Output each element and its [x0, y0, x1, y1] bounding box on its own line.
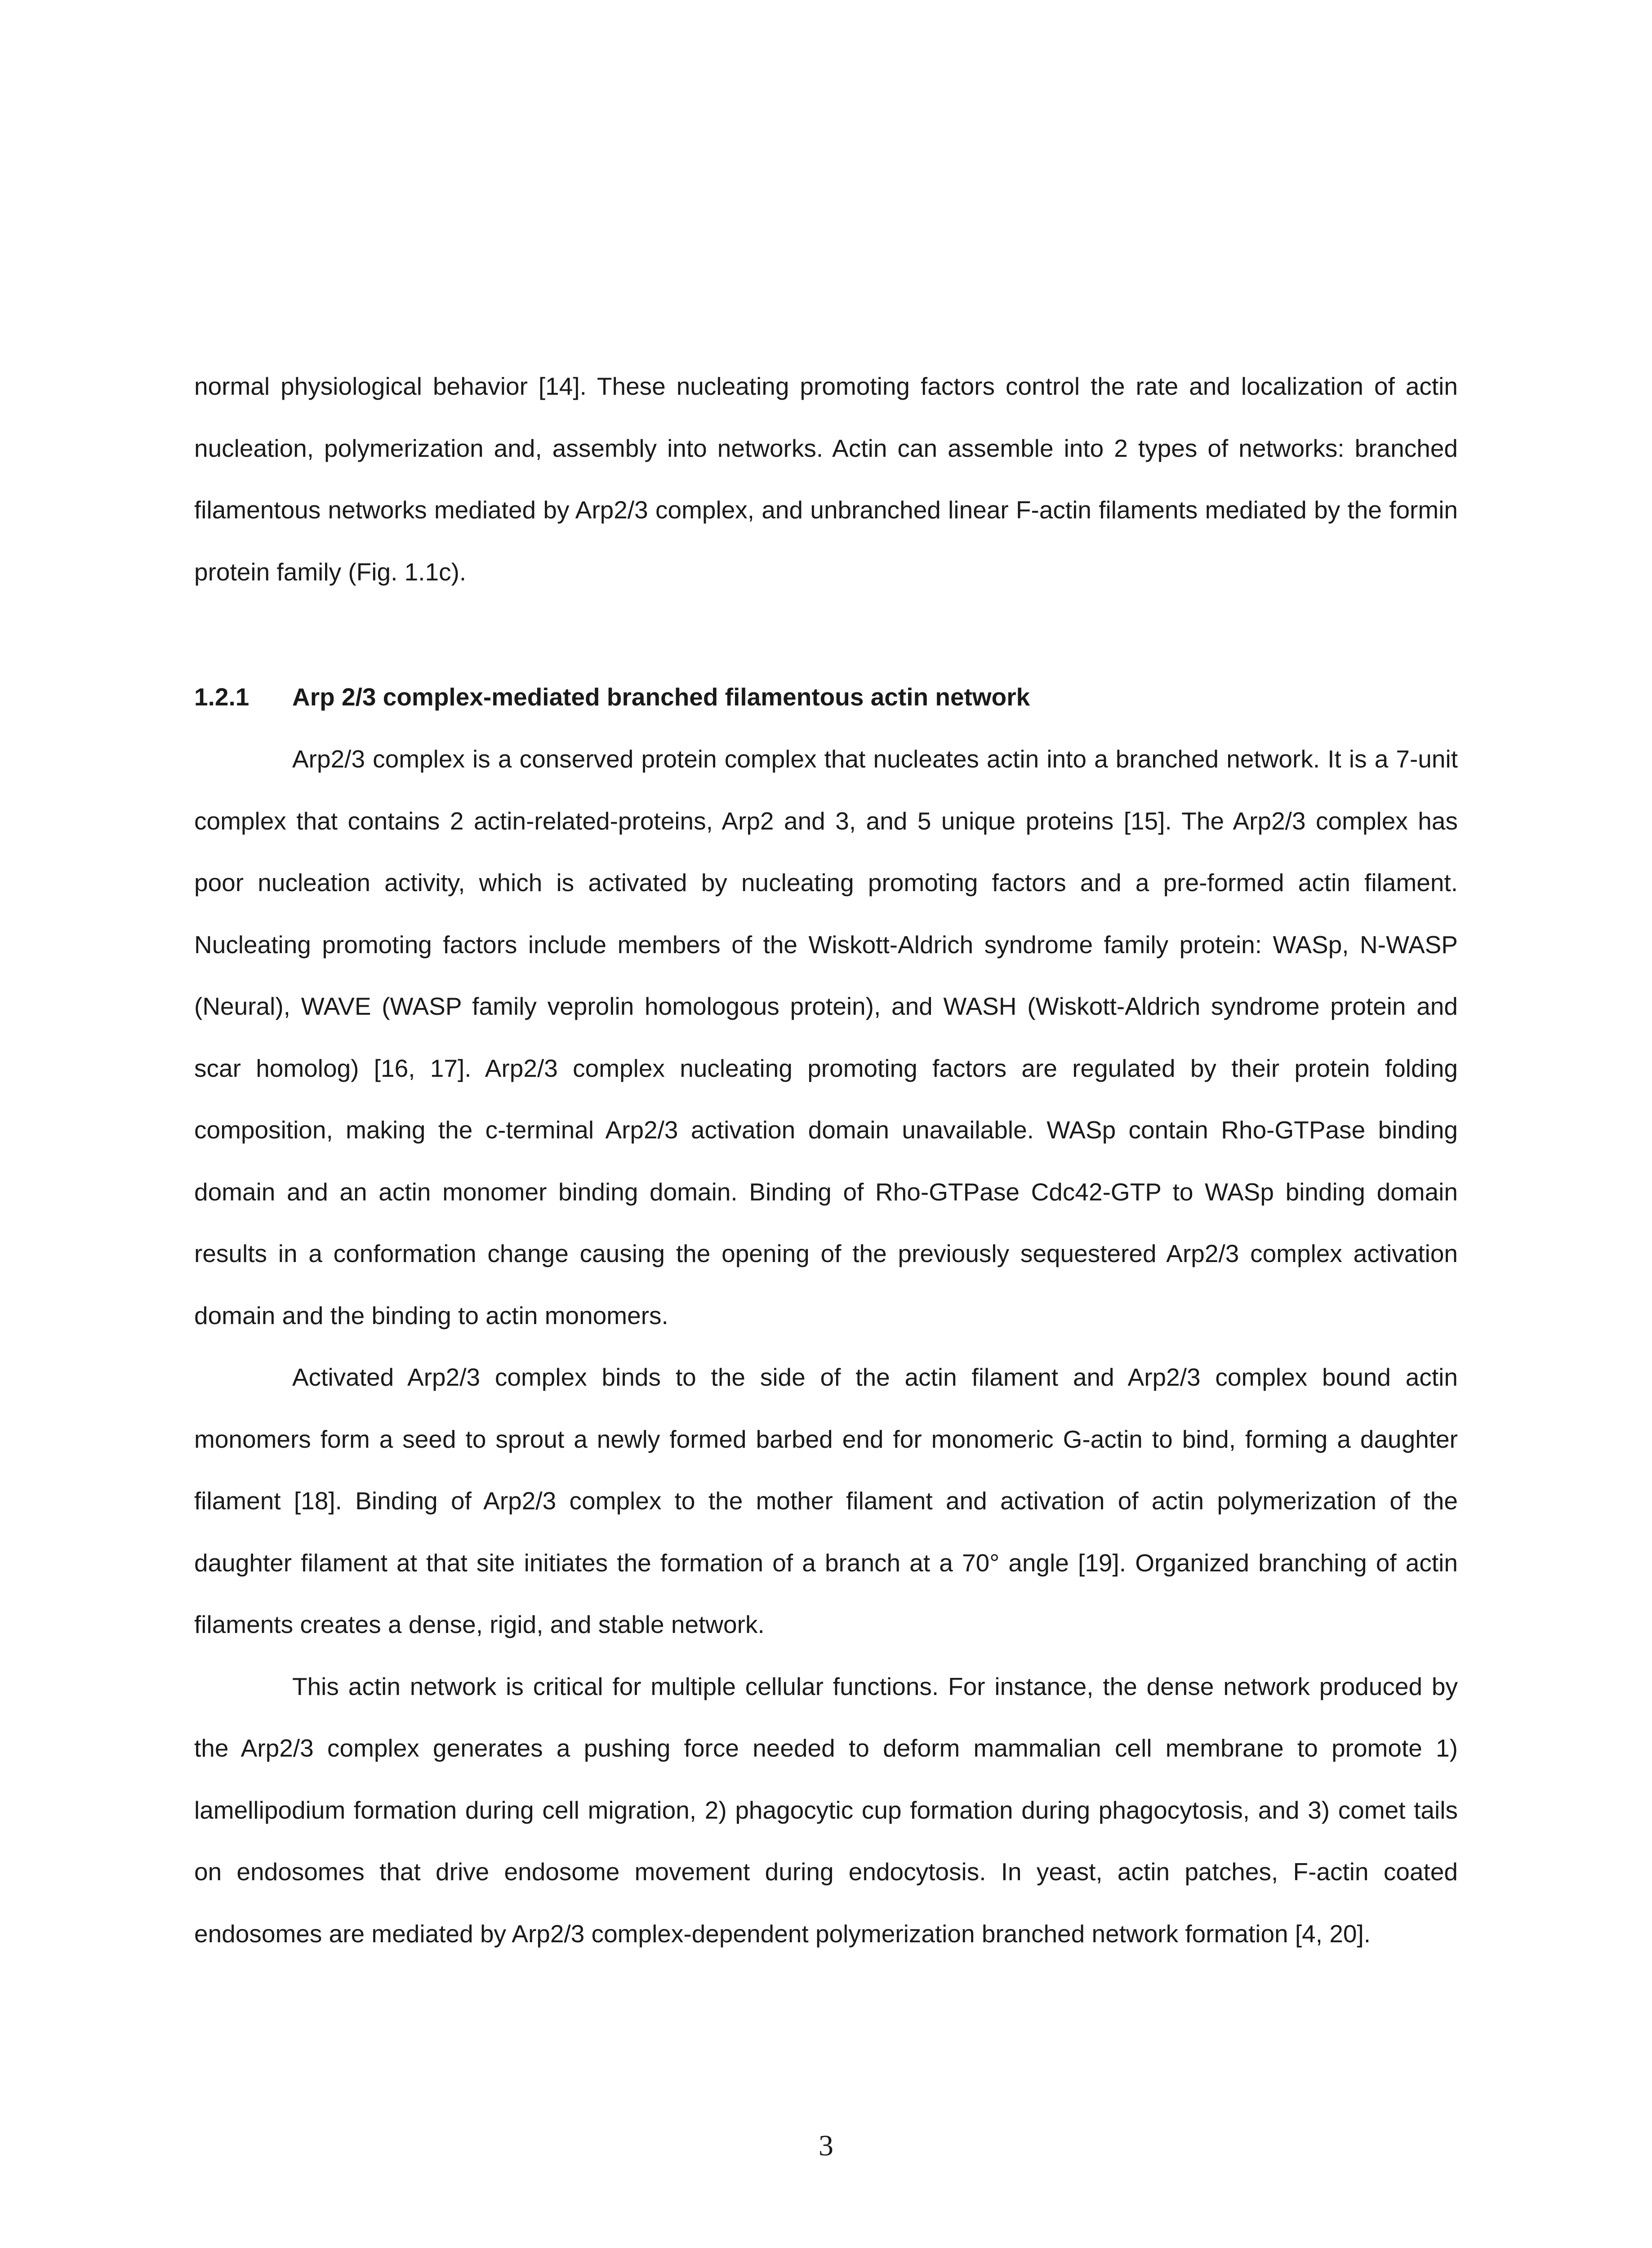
body-paragraph-2: Activated Arp2/3 complex binds to the side of the actin filament and Arp2/3 complex bound actin monomers form a seed to sprout a newly formed barbed end for monomeric G-actin to bind, forming a daughter filament [18]. Binding of Arp2/3 complex to the mother filament and activation of actin polymerization of the daughter filament at that site initiates the formation of a branch at a 70° angle [19]. Organized branching of actin filaments creates a dense, rigid, and stable network. [194, 1363, 1458, 1638]
body-paragraph-3: This actin network is critical for multiple cellular functions. For instance, the dense network produced by the Arp2/3 complex generates a pushing force needed to deform mammalian cell membrane to promote 1) lamellipodium formation during cell migration, 2) phagocytic cup formation during phagocytosis, and 3) comet tails on endosomes that drive endosome movement during endocytosis. In yeast, actin patches, F-actin coated endosomes are mediated by Arp2/3 complex-dependent polymerization branched network formation [4, 20]. [194, 1672, 1458, 1948]
section-title: Arp 2/3 complex-mediated branched filamentous actin network [292, 683, 1030, 711]
intro-paragraph: normal physiological behavior [14]. These nucleating promoting factors control the rate and localization of actin nucleation, polymerization and, assembly into networks. Actin can assemble into 2 types of networks: branched filamentous networks mediated by Arp2/3 complex, and unbranched linear F-actin filaments mediated by the formin protein family (Fig. 1.1c). [194, 372, 1458, 586]
body-paragraph-1: Arp2/3 complex is a conserved protein complex that nucleates actin into a branched network. It is a 7-unit complex that contains 2 actin-related-proteins, Arp2 and 3, and 5 unique proteins [15]. The Arp2/3 complex has poor nucleation activity, which is activated by nucleating promoting factors and a pre-formed actin filament. Nucleating promoting factors include members of the Wiskott-Aldrich syndrome family protein: WASp, N-WASP (Neural), WAVE (WASP family veprolin homologous protein), and WASH (Wiskott-Aldrich syndrome protein and scar homolog) [16, 17]. Arp2/3 complex nucleating promoting factors are regulated by their protein folding composition, making the c-terminal Arp2/3 activation domain unavailable. WASp contain Rho-GTPase binding domain and an actin monomer binding domain. Binding of Rho-GTPase Cdc42-GTP to WASp binding domain results in a conformation change causing the opening of the previously sequestered Arp2/3 complex activation domain and the binding to actin monomers. [194, 745, 1458, 1329]
section-body [194, 728, 1458, 1965]
intro-paragraph-block [194, 356, 1458, 603]
page-number: 3 [819, 2129, 833, 2162]
section-number: 1.2.1 [194, 683, 249, 711]
section-heading [194, 666, 1458, 728]
